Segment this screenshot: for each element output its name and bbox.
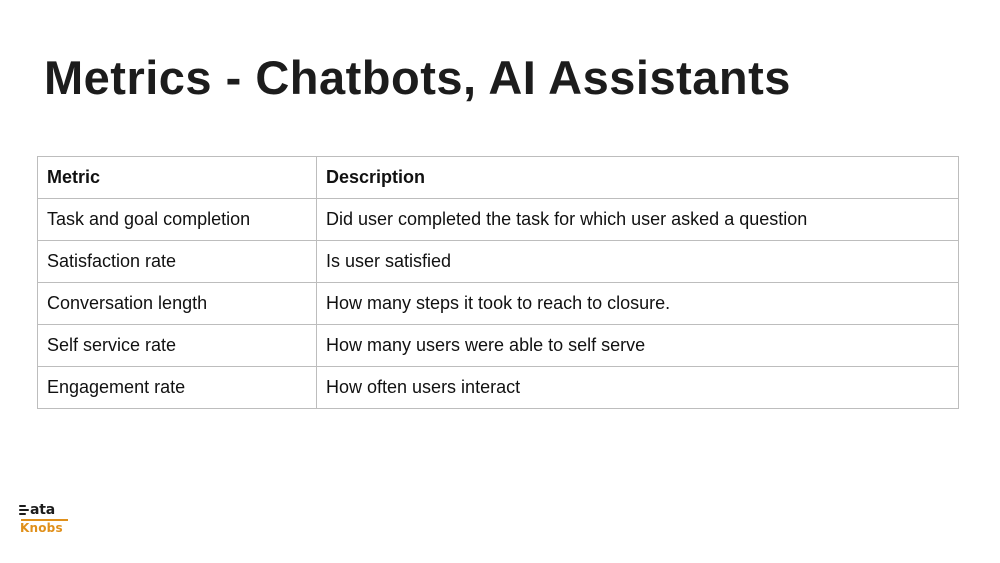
logo-word-knobs: Knobs [20,521,63,535]
speed-lines-icon [19,504,29,516]
header-metric: Metric [38,157,317,199]
description-cell: Did user completed the task for which user asked a question [317,199,959,241]
metric-cell: Task and goal completion [38,199,317,241]
description-cell: How many steps it took to reach to closure. [317,283,959,325]
logo-top-line [19,502,55,518]
metric-cell: Engagement rate [38,367,317,409]
table-header-row [38,157,959,199]
data-knobs-logo [19,502,71,536]
slide-title: Metrics - Chatbots, AI Assistants [44,51,791,104]
table-row [38,367,959,409]
table-row [38,325,959,367]
metric-cell: Conversation length [38,283,317,325]
table-row [38,199,959,241]
description-cell: How many users were able to self serve [317,325,959,367]
logo-word-data: ata [30,502,55,518]
description-cell: How often users interact [317,367,959,409]
metric-cell: Satisfaction rate [38,241,317,283]
metrics-table [37,156,959,409]
header-description: Description [317,157,959,199]
metric-cell: Self service rate [38,325,317,367]
table-row [38,241,959,283]
table-row [38,283,959,325]
description-cell: Is user satisfied [317,241,959,283]
